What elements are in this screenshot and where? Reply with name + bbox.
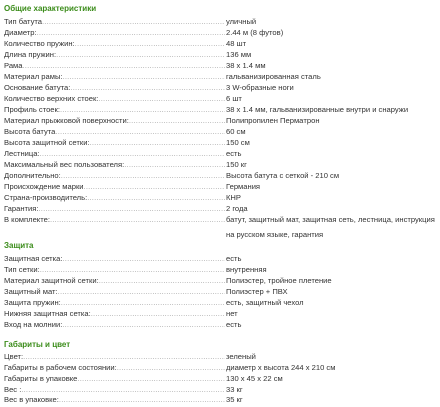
spec-label: Страна-производитель: ..... xyxy=(4,193,225,202)
spec-label: Защитный мат: ..... xyxy=(4,287,225,296)
spec-value: зеленый xyxy=(226,352,256,361)
spec-label: Габариты в рабочем состоянии: ..... xyxy=(4,363,225,372)
spec-value: есть xyxy=(226,320,242,329)
spec-label: Высота защитной сетки: ..... xyxy=(4,138,225,147)
spec-label: Максимальный вес пользователя: ..... xyxy=(4,160,225,169)
spec-label: Основание батута: ..... xyxy=(4,83,225,92)
spec-label: Тип батута ..... xyxy=(4,17,225,26)
spec-row xyxy=(4,320,440,330)
spec-value: уличный xyxy=(226,17,257,26)
spec-label: Количество верхних стоек: ..... xyxy=(4,94,225,103)
spec-value: Полиэстер, тройное плетение xyxy=(226,276,332,285)
spec-value: 2 года xyxy=(226,204,248,213)
spec-label: Длина пружин: ..... xyxy=(4,50,225,59)
spec-label: Количество пружин: ..... xyxy=(4,39,225,48)
spec-value: внутренняя xyxy=(226,265,267,274)
spec-label: Дополнительно: ..... xyxy=(4,171,225,180)
spec-label: Цвет: ..... xyxy=(4,352,225,361)
spec-label: Происхождение марки ..... xyxy=(4,182,225,191)
spec-value: Полиэстер + ПВХ xyxy=(226,287,288,296)
spec-value: 2.44 м (8 футов) xyxy=(226,28,284,37)
spec-value: 6 шт xyxy=(226,94,242,103)
spec-value: 35 кг xyxy=(226,395,243,404)
spec-value: гальванизированная сталь xyxy=(226,72,321,81)
spec-label: Защитная сетка: ..... xyxy=(4,254,225,263)
section-title-protection: Защита xyxy=(4,241,34,250)
section-title-dimensions: Габариты и цвет xyxy=(4,340,71,349)
spec-value: 136 мм xyxy=(226,50,252,59)
spec-row xyxy=(4,395,440,405)
spec-label: В комплекте: ..... xyxy=(4,215,225,224)
spec-label: Высота батута ..... xyxy=(4,127,225,136)
spec-label: Материал рамы: ..... xyxy=(4,72,225,81)
spec-label: Диаметр: ..... xyxy=(4,28,225,37)
spec-label: Нижняя защитная сетка: ..... xyxy=(4,309,225,318)
spec-label: Материал защитной сетки: ..... xyxy=(4,276,225,285)
spec-value: 150 кг xyxy=(226,160,247,169)
spec-value: Полипропилен Пермaтрон xyxy=(226,116,320,125)
spec-label: Гарантия: ..... xyxy=(4,204,225,213)
spec-label: Рама ..... xyxy=(4,61,225,70)
spec-value: 33 кг xyxy=(226,385,243,394)
spec-label: Защита пружин: ..... xyxy=(4,298,225,307)
spec-label: Габариты в упаковке ..... xyxy=(4,374,225,383)
section-title-general: Общие характеристики xyxy=(4,4,97,13)
spec-value: нет xyxy=(226,309,238,318)
spec-label: Лестница: ..... xyxy=(4,149,225,158)
spec-value: батут, защитный мат, защитная сеть, лестница, инструкция на русском языке, гарантия xyxy=(226,215,435,239)
spec-label: Вес в упаковке: ..... xyxy=(4,395,225,404)
spec-value: есть, защитный чехол xyxy=(226,298,304,307)
spec-value: Высота батута с сеткой - 210 см xyxy=(226,171,340,180)
spec-value: 130 х 45 х 22 см xyxy=(226,374,283,383)
spec-label: Вход на молнии: ..... xyxy=(4,320,225,329)
spec-label: Материал прыжковой поверхности: ..... xyxy=(4,116,225,125)
spec-value: Германия xyxy=(226,182,261,191)
spec-value: 3 W-образные ноги xyxy=(226,83,294,92)
spec-value: есть xyxy=(226,254,242,263)
spec-value: КНР xyxy=(226,193,241,202)
spec-value: диаметр х высота 244 х 210 см xyxy=(226,363,336,372)
spec-value: есть xyxy=(226,149,242,158)
spec-value: 60 см xyxy=(226,127,246,136)
spec-value: 150 см xyxy=(226,138,250,147)
spec-label: Вес : ..... xyxy=(4,385,225,394)
spec-label: Профиль стоек: ..... xyxy=(4,105,225,114)
spec-label: Тип сетки: ..... xyxy=(4,265,225,274)
spec-value: 38 х 1.4 мм, гальванизированные внутри и снаружи xyxy=(226,105,409,114)
spec-value: 48 шт xyxy=(226,39,247,48)
spec-row xyxy=(4,215,440,239)
spec-value: 38 х 1.4 мм xyxy=(226,61,266,70)
